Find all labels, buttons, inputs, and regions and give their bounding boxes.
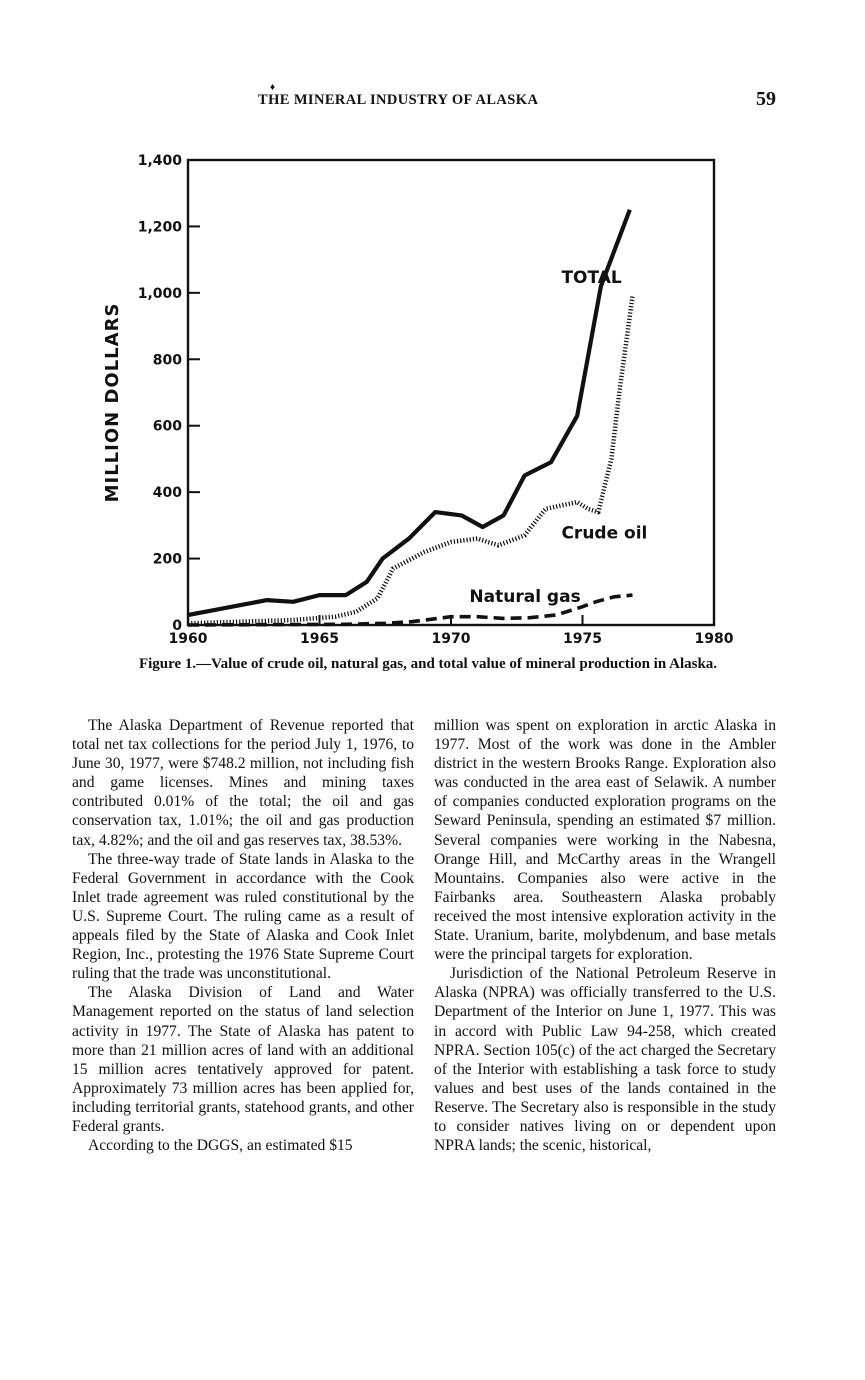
y-tick-label: 0	[172, 618, 182, 634]
y-tick-label: 200	[152, 551, 182, 568]
y-tick-label: 1,400	[137, 153, 182, 169]
series-label: Crude oil	[561, 523, 648, 544]
x-tick-label: 1975	[563, 631, 602, 647]
x-tick-label: 1965	[300, 631, 339, 647]
paragraph-tax: The Alaska Department of Revenue reported that total net tax collections for the period July 1, 1976, to June 30, 1977, were $748.2 million, not including fish and game licenses. Mines and mining taxes contributed 0.01% of the total; the oil and gas conservation tax, 1.01%; the oil and gas production tax, 4.82%; and the oil and gas reserves tax, 38.53%.	[72, 717, 414, 849]
plot-frame	[188, 160, 714, 625]
x-tick-label: 1960	[168, 631, 208, 647]
x-tick-label: 1970	[431, 631, 471, 647]
running-head	[0, 82, 865, 118]
page-number: 59	[756, 88, 776, 110]
paragraph-exploration: million was spent on exploration in arctic Alaska in 1977. Most of the work was done in the Ambler district in the western Brooks Range. Exploration also was conducted in the area east of Selawik. A number of companies conducted exploration programs on the Seward Peninsula, spending an estimated $7 million. Several companies were working in the Nabesna, Orange Hill, and McCarthy areas in the Wrangell Mountains. Companies also were active in the Fairbanks area. Southeastern Alaska probably received the most intensive exploration activity in the State. Uranium, barite, molybdenum, and base metals were the principal targets for exploration.	[434, 717, 776, 964]
dagger-mark: ♦	[270, 82, 276, 93]
paragraph-land-trade: The three-way trade of State lands in Alaska to the Federal Government in accordance with the Cook Inlet trade agreement was ruled constitutional by the U.S. Supreme Court. The ruling came as a result of appeals filed by the State of Alaska and Cook Inlet Region, Inc., protesting the 1976 State Supreme Court ruling that the trade was unconstitutional.	[72, 850, 414, 983]
figure-caption: Figure 1.—Value of crude oil, natural gas, and total value of mineral production in Alaska.	[138, 656, 718, 672]
right-column	[434, 716, 776, 1155]
paragraph-land-status: The Alaska Division of Land and Water Management reported on the status of land selection activity in 1977. The State of Alaska has patent to more than 21 million acres of land with an additional 15 million acres tentatively approved for patent. Approximately 73 million acres has been applied for, including territorial grants, statehood grants, and other Federal grants.	[72, 984, 414, 1135]
y-tick-label: 400	[152, 485, 182, 502]
x-tick-label: 1980	[694, 631, 734, 647]
y-tick-label: 600	[152, 418, 182, 435]
y-tick-label: 800	[152, 352, 182, 369]
running-title: THE MINERAL INDUSTRY OF ALASKA	[258, 92, 539, 108]
series-label: Natural gas	[469, 586, 581, 607]
series-label: TOTAL	[561, 267, 622, 288]
series-line-crude-oil	[188, 296, 633, 623]
y-axis-title: MILLION DOLLARS	[102, 302, 123, 503]
y-tick-label: 1,000	[137, 285, 182, 302]
left-column	[72, 716, 414, 1155]
y-tick-label: 1,200	[137, 219, 182, 236]
line-chart	[90, 140, 770, 650]
paragraph-dggs: According to the DGGS, an estimated $15	[88, 1137, 353, 1155]
paragraph-npra: Jurisdiction of the National Petroleum Reserve in Alaska (NPRA) was officially transferred to the U.S. Department of the Interior on June 1, 1977. This was in accord with Public Law 94-258, which created NPRA. Section 105(c) of the act charged the Secretary of the Interior with establishing a task force to study values and best uses of the lands contained in the Reserve. The Secretary also is responsible in the study to consider natives living on or dependent upon NPRA lands; the scenic, historical,	[434, 965, 776, 1155]
